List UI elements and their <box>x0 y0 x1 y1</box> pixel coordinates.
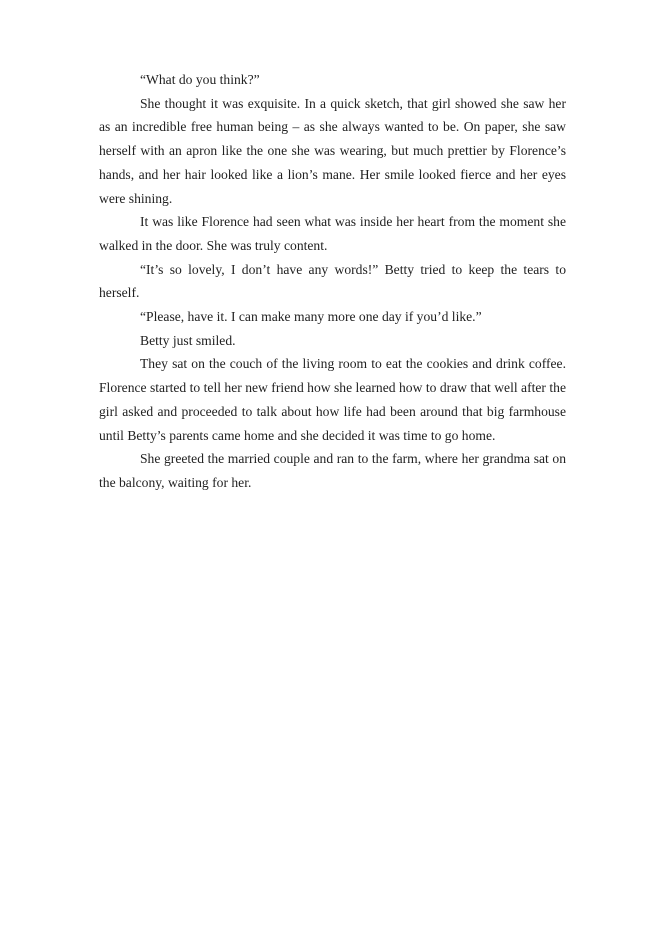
paragraph: Betty just smiled. <box>140 332 236 348</box>
story-text-container <box>99 68 566 495</box>
paragraph: She thought it was exquisite. In a quick sketch, that girl showed she saw her as an incredible free human being – as she always wanted to be. On paper, she saw herself with an apron like the one she was wearing, but much prettier by Florence’s hands, and her hair looked like a lion’s mane. Her smile looked fierce and her eyes were shining. <box>99 95 566 206</box>
paragraph: It was like Florence had seen what was inside her heart from the moment she walked in the door. She was truly content. <box>99 214 566 253</box>
paragraph: They sat on the couch of the living room to eat the cookies and drink coffee. Florence started to tell her new friend how she learned how to draw that well after the girl asked and proceeded to talk about how life had been around that big farmhouse until Betty’s parents came home and she decided it was time to go home. <box>99 356 566 443</box>
paragraph: “It’s so lovely, I don’t have any words!” Betty tried to keep the tears to herself. <box>99 261 566 301</box>
paragraph: “What do you think?” <box>140 72 260 87</box>
paragraph: She greeted the married couple and ran to the farm, where her grandma sat on the balcony, waiting for her. <box>99 451 566 490</box>
paragraph: “Please, have it. I can make many more one day if you’d like.” <box>140 309 482 325</box>
